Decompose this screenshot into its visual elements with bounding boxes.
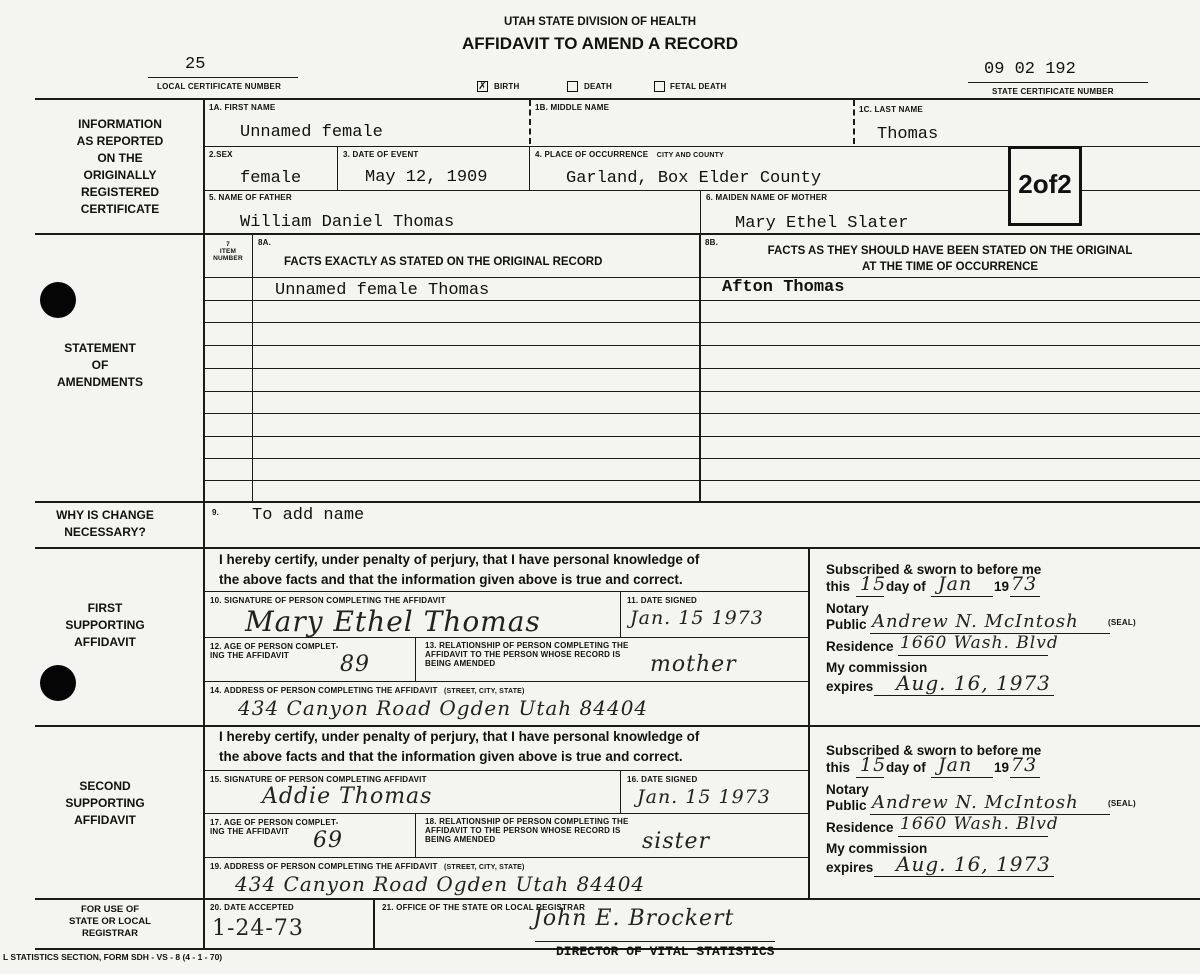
registrar-signature: John E. Brockert [533,906,735,931]
mother-label: 6. MAIDEN NAME OF MOTHER [706,193,828,202]
reason-number: 9. [212,508,220,517]
date-accepted-label: 20. DATE ACCEPTED [210,903,294,912]
second-age: 69 [313,828,343,853]
amendments-section-label: STATEMENT OF AMENDMENTS [57,341,143,389]
first-signature[interactable]: Mary Ethel Thomas [245,605,541,638]
first-address: 434 Canyon Road Ogden Utah 84404 [238,696,649,720]
agency-name: UTAH STATE DIVISION OF HEALTH [503,16,697,28]
first-age-label: 12. AGE OF PERSON COMPLET- ING THE AFFIDAVIT [210,642,339,660]
first-certify-text: I hereby certify, under penalty of perjury, that I have personal knowledge of the above facts and that the information given above is true and correct. [219,552,700,587]
first-date-signed-label: 11. DATE SIGNED [627,596,697,605]
corrected-fact-value: Afton Thomas [722,278,845,297]
first-name-label: 1A. FIRST NAME [209,103,276,112]
sex-value: female [240,169,302,188]
date-of-event-value: May 12, 1909 [365,168,488,187]
first-name-value: Unnamed female [240,123,383,142]
binder-hole [40,282,76,318]
middle-name-label: 1B. MIDDLE NAME [535,103,610,112]
local-certificate-number: 25 [185,55,206,74]
second-signature[interactable]: Addie Thomas [262,784,433,809]
registrar-title: DIRECTOR OF VITAL STATISTICS [556,944,775,959]
first-relationship-label: 13. RELATIONSHIP OF PERSON COMPLETING THE AFFIDAVIT TO THE PERSON WHOSE RECORD IS BEING AMENDED [425,641,629,668]
second-relationship-label: 18. RELATIONSHIP OF PERSON COMPLETING THE AFFIDAVIT TO THE PERSON WHOSE RECORD IS BEING AMENDED [425,817,629,844]
state-certificate-number: 09 02 192 [984,60,1076,79]
date-accepted: 1-24-73 [212,916,304,941]
second-address-label: 19. ADDRESS OF PERSON COMPLETING THE AFFIDAVIT (STREET, CITY, STATE) [210,862,525,871]
second-certify-text: I hereby certify, under penalty of perjury, that I have personal knowledge of the above facts and that the information given above is true and correct. [219,729,700,764]
place-value: Garland, Box Elder County [566,169,822,188]
first-notary-block: Subscribed & sworn to before me this 15 day of Jan 19 73 Notary Public Andrew N. McIntosh (SEAL) Residence 1660 Wash. Blvd My commission expires Aug. 16, 1973 [826,562,1136,695]
form-identifier: L STATISTICS SECTION, FORM SDH - VS - 8 (4 - 1 - 70) [3,952,223,962]
registrar-office-label: 21. OFFICE OF THE STATE OR LOCAL REGISTRAR [382,903,586,912]
fetal-death-label: FETAL DEATH [670,82,727,91]
original-section-label: INFORMATION AS REPORTED ON THE ORIGINALLY REGISTERED CERTIFICATE [76,117,164,216]
first-address-label: 14. ADDRESS OF PERSON COMPLETING THE AFFIDAVIT (STREET, CITY, STATE) [210,686,525,695]
place-label: 4. PLACE OF OCCURRENCE CITY AND COUNTY [535,150,724,159]
second-date-signed: Jan. 15 1973 [637,786,771,808]
first-date-signed: Jan. 15 1973 [630,607,764,629]
first-relationship: mother [650,652,737,677]
page-stamp: 2of2 [1008,146,1082,226]
second-signature-label: 15. SIGNATURE OF PERSON COMPLETING AFFIDAVIT [210,775,427,784]
why-section-label: WHY IS CHANGE NECESSARY? [56,508,154,539]
father-value: William Daniel Thomas [240,213,455,232]
second-date-signed-label: 16. DATE SIGNED [627,775,698,784]
fetal-death-checkbox[interactable] [654,81,665,92]
second-address: 434 Canyon Road Ogden Utah 84404 [235,872,646,896]
second-relationship: sister [642,829,710,854]
first-affidavit-section-label: FIRST SUPPORTING AFFIDAVIT [65,601,145,649]
binder-hole [40,665,76,701]
father-label: 5. NAME OF FATHER [209,193,292,202]
state-certificate-label: STATE CERTIFICATE NUMBER [992,87,1114,96]
birth-label: BIRTH [494,82,520,91]
form-title: AFFIDAVIT TO AMEND A RECORD [461,34,739,53]
second-age-label: 17. AGE OF PERSON COMPLET- ING THE AFFIDAVIT [210,818,339,836]
column-8b-header: FACTS AS THEY SHOULD HAVE BEEN STATED ON THE ORIGINAL AT THE TIME OF OCCURRENCE [767,245,1133,273]
sex-label: 2.SEX [209,150,233,159]
original-fact-value: Unnamed female Thomas [275,281,490,300]
death-checkbox[interactable] [567,81,578,92]
date-of-event-label: 3. DATE OF EVENT [343,150,419,159]
second-notary-block: Subscribed & sworn to before me this 15 day of Jan 19 73 Notary Public Andrew N. McIntosh (SEAL) Residence 1660 Wash. Blvd My commission expires Aug. 16, 1973 [826,743,1136,876]
column-8a-number: 8A. [258,238,272,247]
second-affidavit-section-label: SECOND SUPPORTING AFFIDAVIT [65,779,145,827]
local-certificate-label: LOCAL CERTIFICATE NUMBER [157,82,282,91]
birth-checkbox[interactable]: ✗ [478,81,487,92]
last-name-value: Thomas [877,125,939,144]
death-label: DEATH [584,82,612,91]
column-8a-header: FACTS EXACTLY AS STATED ON THE ORIGINAL RECORD [284,256,603,268]
item-number-label: 7 ITEM NUMBER [213,241,243,262]
first-age: 89 [340,652,370,677]
reason-value: To add name [252,506,365,525]
first-signature-label: 10. SIGNATURE OF PERSON COMPLETING THE AFFIDAVIT [210,596,446,605]
column-8b-number: 8B. [705,238,719,247]
last-name-label: 1C. LAST NAME [859,105,923,114]
mother-value: Mary Ethel Slater [735,214,909,233]
registrar-use-label: FOR USE OF STATE OR LOCAL REGISTRAR [69,904,151,939]
